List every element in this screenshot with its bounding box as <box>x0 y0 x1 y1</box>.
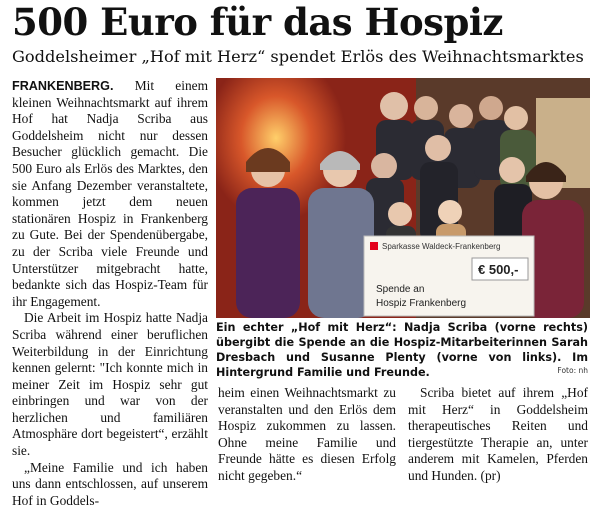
headline: 500 Euro für das Hospiz <box>12 0 503 44</box>
subheadline: Goddelsheimer „Hof mit Herz“ spendet Erlös des Weihnachtsmarktes <box>12 47 584 66</box>
article-paragraph: heim einen Weihnachtsmarkt zu veranstalten und den Erlös dem Hospiz zukommen zu lassen. Ohne meine Familie und Freunde hätte es diesen Erfolg nicht gegeben.“ <box>218 385 396 483</box>
article-text: Mit einem kleinen Weihnachtsmarkt auf ihrem Hof hat Nadja Scriba aus Goddelsheim nicht nur dessen Besucher glücklich gemacht. Die 500 Euro als Erlös des Marktes, den sie Anfang Dezember veranstaltete, kommen jetzt dem neuen stationären Hospiz in Frankenberg zu Gute. Bei der Spendenübergabe, zu der Scriba viele Freunde und Unterstützer mitgebracht hatte, bedankte sich das Hospiz-Team für ihr Engagement. <box>12 78 208 309</box>
article-paragraph: Die Arbeit im Hospiz hatte Nadja Scriba während einer beruflichen Weiterbildung in der Einrichtung kennen gelernt: "Ich konnte mich in meiner Zeit im Hospiz sehr gut einbringen und war von der herzlichen und familiären Atmosphäre dort begeistert“, erzählt sie. <box>12 310 208 459</box>
article-column-3 <box>408 385 588 485</box>
dateline: FRANKENBERG. <box>12 79 114 93</box>
article-column-1 <box>12 78 208 509</box>
photo-credit: Foto: nh <box>557 366 588 375</box>
article-paragraph: „Meine Familie und ich haben uns dann entschlossen, auf unserem Hof in Goddels- <box>12 459 208 508</box>
article-column-2 <box>218 385 396 485</box>
article-paragraph <box>12 78 208 310</box>
check-amount: € 500,- <box>478 262 519 277</box>
check-bank: Sparkasse Waldeck-Frankenberg <box>382 242 501 251</box>
article-photo <box>216 78 590 318</box>
group-photo-illustration <box>216 78 590 318</box>
photo-caption: Ein echter „Hof mit Herz“: Nadja Scriba (vorne rechts) übergibt die Spende an die Hospiz-Mitarbeiterinnen Sarah Dresbach und Susanne Plenty (vorne von links). Im Hintergrund Familie und Freunde. <box>216 321 588 379</box>
check-text-line2: Hospiz Frankenberg <box>376 298 467 309</box>
check-text-line1: Spende an <box>376 284 425 295</box>
donation-check <box>364 236 534 316</box>
article-paragraph: Scriba bietet auf ihrem „Hof mit Herz“ in Goddelsheim therapeutisches Reiten und tiergestützte Therapie an, unter anderem mit Kamelen, Pferden und Hunden. (pr) <box>408 385 588 483</box>
